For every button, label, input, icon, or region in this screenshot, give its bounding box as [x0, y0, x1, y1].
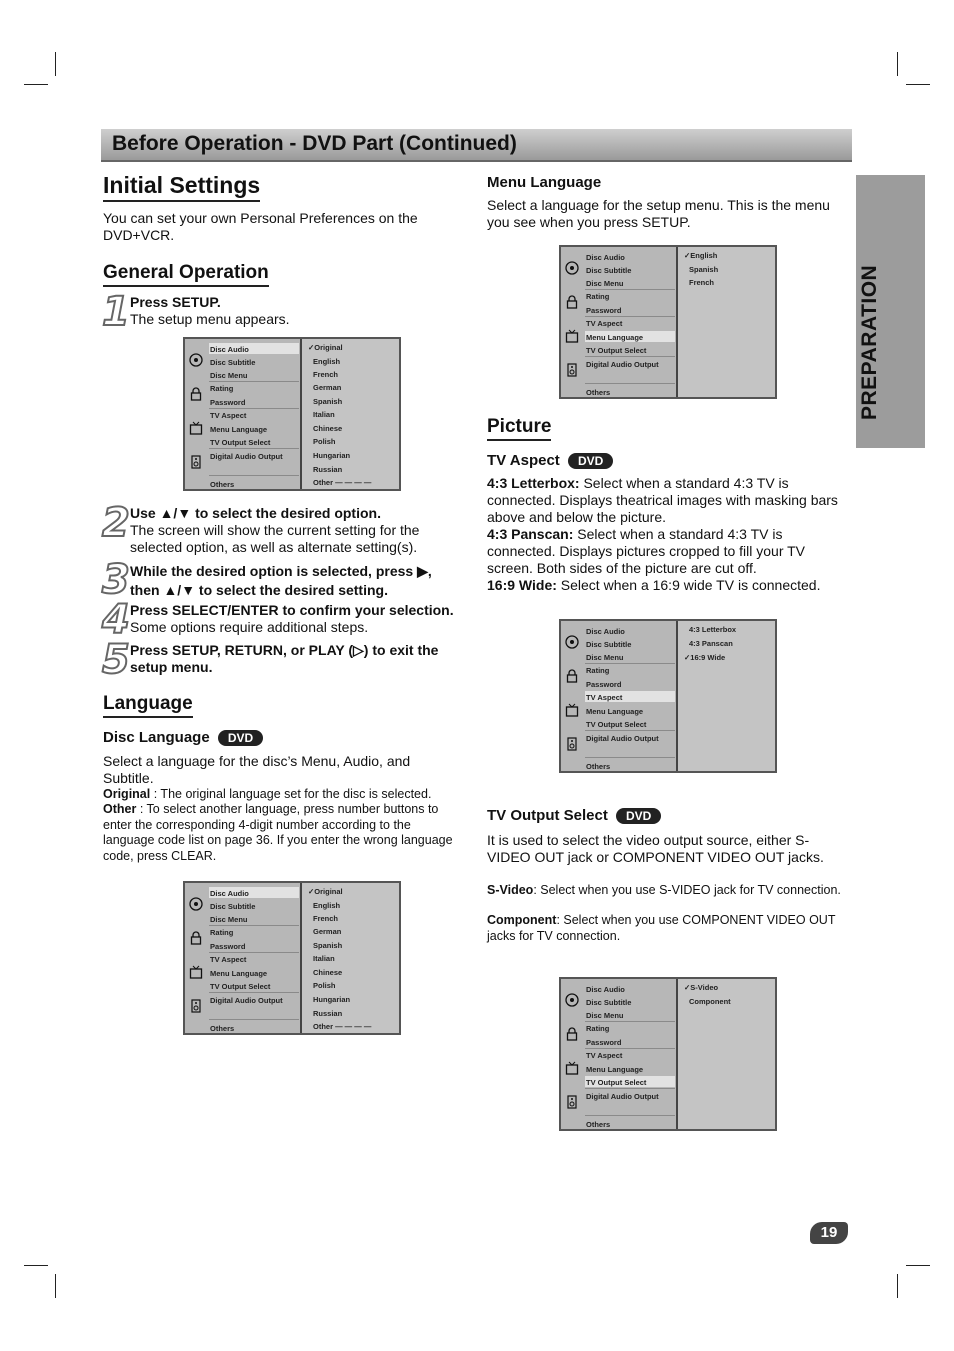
menu-language-desc: Select a language for the setup menu. This is the menu you see when you press SETUP.	[487, 197, 830, 230]
menu-divider	[209, 448, 299, 449]
component-label: Component	[487, 913, 557, 927]
menu-item: Disc Audio	[210, 345, 249, 354]
crop-mark	[906, 1265, 930, 1266]
menu-item: Others	[586, 1120, 611, 1129]
step-2-text: The screen will show the current setting for the selected option, as well as alternate setting(s).	[130, 522, 420, 555]
dvd-badge: DVD	[568, 453, 613, 469]
menu-divider	[209, 992, 299, 993]
menu-option: German	[313, 927, 342, 936]
wide-text: Select when a 16:9 wide TV is connected.	[556, 577, 821, 593]
menu-option: Hungarian	[313, 995, 351, 1004]
initial-settings-title: Initial Settings	[103, 172, 260, 202]
other-label: Other	[103, 802, 137, 816]
step-2	[130, 505, 465, 556]
disc-language-desc: Select a language for the disc’s Menu, Audio, and Subtitle.	[103, 753, 411, 786]
setup-menu-screen	[183, 881, 401, 1035]
tv-aspect-title: TV Aspect	[487, 452, 560, 469]
menu-option: English	[313, 357, 341, 366]
menu-item: Menu Language	[210, 425, 268, 434]
step-number: 2	[102, 500, 130, 546]
menu-right-pane	[678, 247, 775, 397]
menu-item: Menu Language	[210, 969, 268, 978]
setup-menu-screen	[559, 977, 777, 1131]
menu-option: Spanish	[689, 265, 719, 274]
menu-divider	[585, 289, 675, 290]
picture-title: Picture	[487, 416, 551, 441]
menu-item: Others	[210, 480, 235, 489]
page-number: 19	[810, 1222, 848, 1244]
step-1-text: The setup menu appears.	[130, 311, 290, 327]
menu-divider	[585, 730, 675, 731]
lock-icon	[565, 669, 579, 683]
tv-output-heading	[487, 807, 661, 824]
setup-menu-screen	[183, 337, 401, 491]
menu-item: Disc Audio	[586, 627, 625, 636]
menu-divider	[585, 1048, 675, 1049]
disc-language-heading	[103, 729, 263, 746]
step-1	[130, 294, 460, 328]
tv-output-title: TV Output Select	[487, 807, 608, 824]
menu-right-pane	[678, 621, 775, 771]
disc-icon	[189, 897, 203, 911]
menu-item: Password	[210, 942, 246, 951]
crop-mark	[55, 52, 56, 76]
menu-divider	[209, 475, 299, 476]
menu-option: 4:3 Letterbox	[689, 625, 737, 634]
header-bar	[101, 129, 852, 162]
setup-menu-screen	[559, 245, 777, 399]
menu-item: TV Output Select	[586, 720, 647, 729]
menu-item: Digital Audio Output	[210, 996, 283, 1005]
menu-divider	[209, 1019, 299, 1020]
menu-option: Russian	[313, 465, 343, 474]
menu-item: Menu Language	[586, 1065, 644, 1074]
menu-item: Disc Menu	[210, 915, 248, 924]
menu-item: Rating	[586, 1024, 610, 1033]
crop-mark	[24, 84, 48, 85]
crop-mark	[55, 1274, 56, 1298]
tv-icon	[189, 965, 203, 979]
menu-left-pane	[561, 621, 678, 771]
menu-right-pane	[302, 883, 399, 1033]
disc-icon	[189, 353, 203, 367]
menu-item: TV Aspect	[210, 955, 247, 964]
menu-option: Russian	[313, 1009, 343, 1018]
menu-item: Disc Subtitle	[210, 902, 256, 911]
disc-icon	[565, 635, 579, 649]
menu-item: TV Aspect	[586, 319, 623, 328]
menu-item: Password	[586, 306, 622, 315]
menu-item: Digital Audio Output	[586, 1092, 659, 1101]
menu-option: ✓Original	[308, 343, 343, 352]
disc-language-title: Disc Language	[103, 729, 210, 746]
wide-label: 16:9 Wide:	[487, 577, 557, 593]
menu-item: TV Output Select	[586, 346, 647, 355]
menu-item: Digital Audio Output	[210, 452, 283, 461]
menu-item: TV Aspect	[586, 1051, 623, 1060]
tv-icon	[565, 1061, 579, 1075]
menu-item: Menu Language	[586, 333, 644, 342]
menu-item: TV Output Select	[210, 438, 271, 447]
menu-item: TV Aspect	[586, 693, 623, 702]
original-label: Original	[103, 787, 151, 801]
menu-left-pane	[185, 339, 302, 489]
menu-item: Rating	[586, 666, 610, 675]
speaker-icon	[189, 455, 203, 469]
tv-output-component	[487, 913, 852, 944]
menu-option: Other — — — —	[313, 1022, 372, 1031]
menu-item: Disc Menu	[210, 371, 248, 380]
menu-option: Other — — — —	[313, 478, 372, 487]
menu-item: Disc Audio	[210, 889, 249, 898]
step-number: 1	[102, 289, 130, 335]
lock-icon	[189, 931, 203, 945]
menu-item: Rating	[210, 384, 234, 393]
step-number: 4	[102, 597, 130, 643]
menu-option: Italian	[313, 954, 335, 963]
menu-option: German	[313, 383, 342, 392]
menu-item: Password	[210, 398, 246, 407]
speaker-icon	[189, 999, 203, 1013]
speaker-icon	[565, 363, 579, 377]
menu-item: Others	[210, 1024, 235, 1033]
step-4-bold: Press SELECT/ENTER to confirm your selection.	[130, 602, 454, 618]
svideo-text: : Select when you use S-VIDEO jack for TV connection.	[533, 883, 841, 897]
step-4-text: Some options require additional steps.	[130, 619, 369, 635]
section-tab-label: PREPARATION	[858, 264, 881, 420]
component-text: : Select when you use COMPONENT VIDEO OUT jacks for TV connection.	[487, 913, 836, 943]
menu-language-title: Menu Language	[487, 174, 602, 191]
menu-divider	[585, 1088, 675, 1089]
menu-item: TV Aspect	[210, 411, 247, 420]
speaker-icon	[565, 1095, 579, 1109]
menu-left-pane	[561, 247, 678, 397]
menu-divider	[585, 316, 675, 317]
menu-option: Spanish	[313, 397, 343, 406]
initial-intro: You can set your own Personal Preferences on the DVD+VCR.	[103, 210, 418, 243]
menu-option: Spanish	[313, 941, 343, 950]
menu-divider	[585, 356, 675, 357]
disc-icon	[565, 993, 579, 1007]
menu-left-pane	[185, 883, 302, 1033]
menu-divider	[209, 925, 299, 926]
language-title: Language	[103, 693, 193, 718]
menu-item: Disc Subtitle	[210, 358, 256, 367]
menu-option: Italian	[313, 410, 335, 419]
menu-item: Password	[586, 1038, 622, 1047]
menu-divider	[209, 952, 299, 953]
menu-divider	[585, 1115, 675, 1116]
menu-divider	[585, 663, 675, 664]
menu-option: ✓English	[684, 251, 718, 260]
step-4	[130, 602, 470, 636]
menu-right-pane	[302, 339, 399, 489]
original-text: : The original language set for the disc is selected.	[150, 787, 432, 801]
crop-mark	[897, 1274, 898, 1298]
svideo-label: S-Video	[487, 883, 534, 897]
menu-item: Rating	[210, 928, 234, 937]
menu-item: TV Output Select	[586, 1078, 647, 1087]
menu-left-pane	[561, 979, 678, 1129]
menu-divider	[585, 1021, 675, 1022]
menu-item: Others	[586, 762, 611, 771]
menu-item: Disc Audio	[586, 253, 625, 262]
disc-icon	[565, 261, 579, 275]
menu-option: 4:3 Panscan	[689, 639, 733, 648]
menu-item: TV Output Select	[210, 982, 271, 991]
letterbox-label: 4:3 Letterbox:	[487, 475, 580, 491]
menu-option: Chinese	[313, 424, 343, 433]
step-number: 5	[102, 637, 130, 683]
panscan-label: 4:3 Panscan:	[487, 526, 574, 542]
menu-option: ✓S-Video	[684, 983, 719, 992]
menu-option: ✓16:9 Wide	[684, 653, 726, 662]
step-3-bold: While the desired option is selected, press ▶, then ▲/▼ to select the desired setting.	[130, 563, 432, 598]
tv-output-svideo	[487, 883, 852, 899]
page-header-title: Before Operation - DVD Part (Continued)	[112, 132, 517, 155]
step-3	[130, 562, 465, 600]
menu-option: Polish	[313, 437, 336, 446]
tv-icon	[565, 703, 579, 717]
menu-option: Polish	[313, 981, 336, 990]
menu-option: Hungarian	[313, 451, 351, 460]
disc-language-other	[103, 802, 453, 864]
menu-option: French	[313, 914, 339, 923]
panscan-text: Select when a standard 4:3 TV is connected. Displays pictures cropped to fill your TV screen. Both sides of the picture are cut off.	[487, 526, 806, 576]
tv-icon	[189, 421, 203, 435]
letterbox-text: Select when a standard 4:3 TV is connected. Displays theatrical images with masking bars above and below the picture.	[487, 475, 838, 525]
crop-mark	[24, 1265, 48, 1266]
menu-item: Disc Menu	[586, 653, 624, 662]
menu-item: Disc Subtitle	[586, 998, 632, 1007]
menu-option: Component	[689, 997, 731, 1006]
section-tab	[856, 175, 925, 448]
menu-divider	[209, 381, 299, 382]
menu-item: Disc Menu	[586, 1011, 624, 1020]
crop-mark	[906, 84, 930, 85]
menu-item: Digital Audio Output	[586, 360, 659, 369]
menu-option: Chinese	[313, 968, 343, 977]
menu-divider	[585, 757, 675, 758]
tv-icon	[565, 329, 579, 343]
menu-item: Disc Subtitle	[586, 640, 632, 649]
menu-item: Rating	[586, 292, 610, 301]
menu-item: Password	[586, 680, 622, 689]
dvd-badge: DVD	[616, 808, 661, 824]
menu-item: Others	[586, 388, 611, 397]
step-1-bold: Press SETUP.	[130, 294, 221, 310]
setup-menu-screen	[559, 619, 777, 773]
menu-option: ✓Original	[308, 887, 343, 896]
step-number: 3	[102, 557, 130, 603]
step-2-bold: Use ▲/▼ to select the desired option.	[130, 505, 381, 521]
menu-right-pane	[678, 979, 775, 1129]
menu-divider	[209, 408, 299, 409]
menu-item: Disc Audio	[586, 985, 625, 994]
tv-aspect-heading	[487, 452, 613, 469]
step-5-bold: Press SETUP, RETURN, or PLAY (▷) to exit the setup menu.	[130, 642, 439, 675]
general-operation-title: General Operation	[103, 262, 269, 287]
menu-option: English	[313, 901, 341, 910]
speaker-icon	[565, 737, 579, 751]
disc-language-original	[103, 787, 453, 803]
dvd-badge: DVD	[218, 730, 263, 746]
menu-item: Disc Menu	[586, 279, 624, 288]
menu-item: Menu Language	[586, 707, 644, 716]
crop-mark	[897, 52, 898, 76]
lock-icon	[565, 1027, 579, 1041]
lock-icon	[565, 295, 579, 309]
tv-output-desc: It is used to select the video output source, either S-VIDEO OUT jack or COMPONENT VIDEO OUT jacks.	[487, 832, 824, 865]
menu-item: Digital Audio Output	[586, 734, 659, 743]
menu-option: French	[689, 278, 715, 287]
step-5	[130, 642, 470, 676]
other-text: : To select another language, press number buttons to enter the corresponding 4-digit number according to the language code list on page 36. If you enter the wrong language code, press CLEAR.	[103, 802, 453, 863]
lock-icon	[189, 387, 203, 401]
tv-aspect-body	[487, 475, 852, 594]
menu-option: French	[313, 370, 339, 379]
menu-divider	[585, 383, 675, 384]
menu-item: Disc Subtitle	[586, 266, 632, 275]
